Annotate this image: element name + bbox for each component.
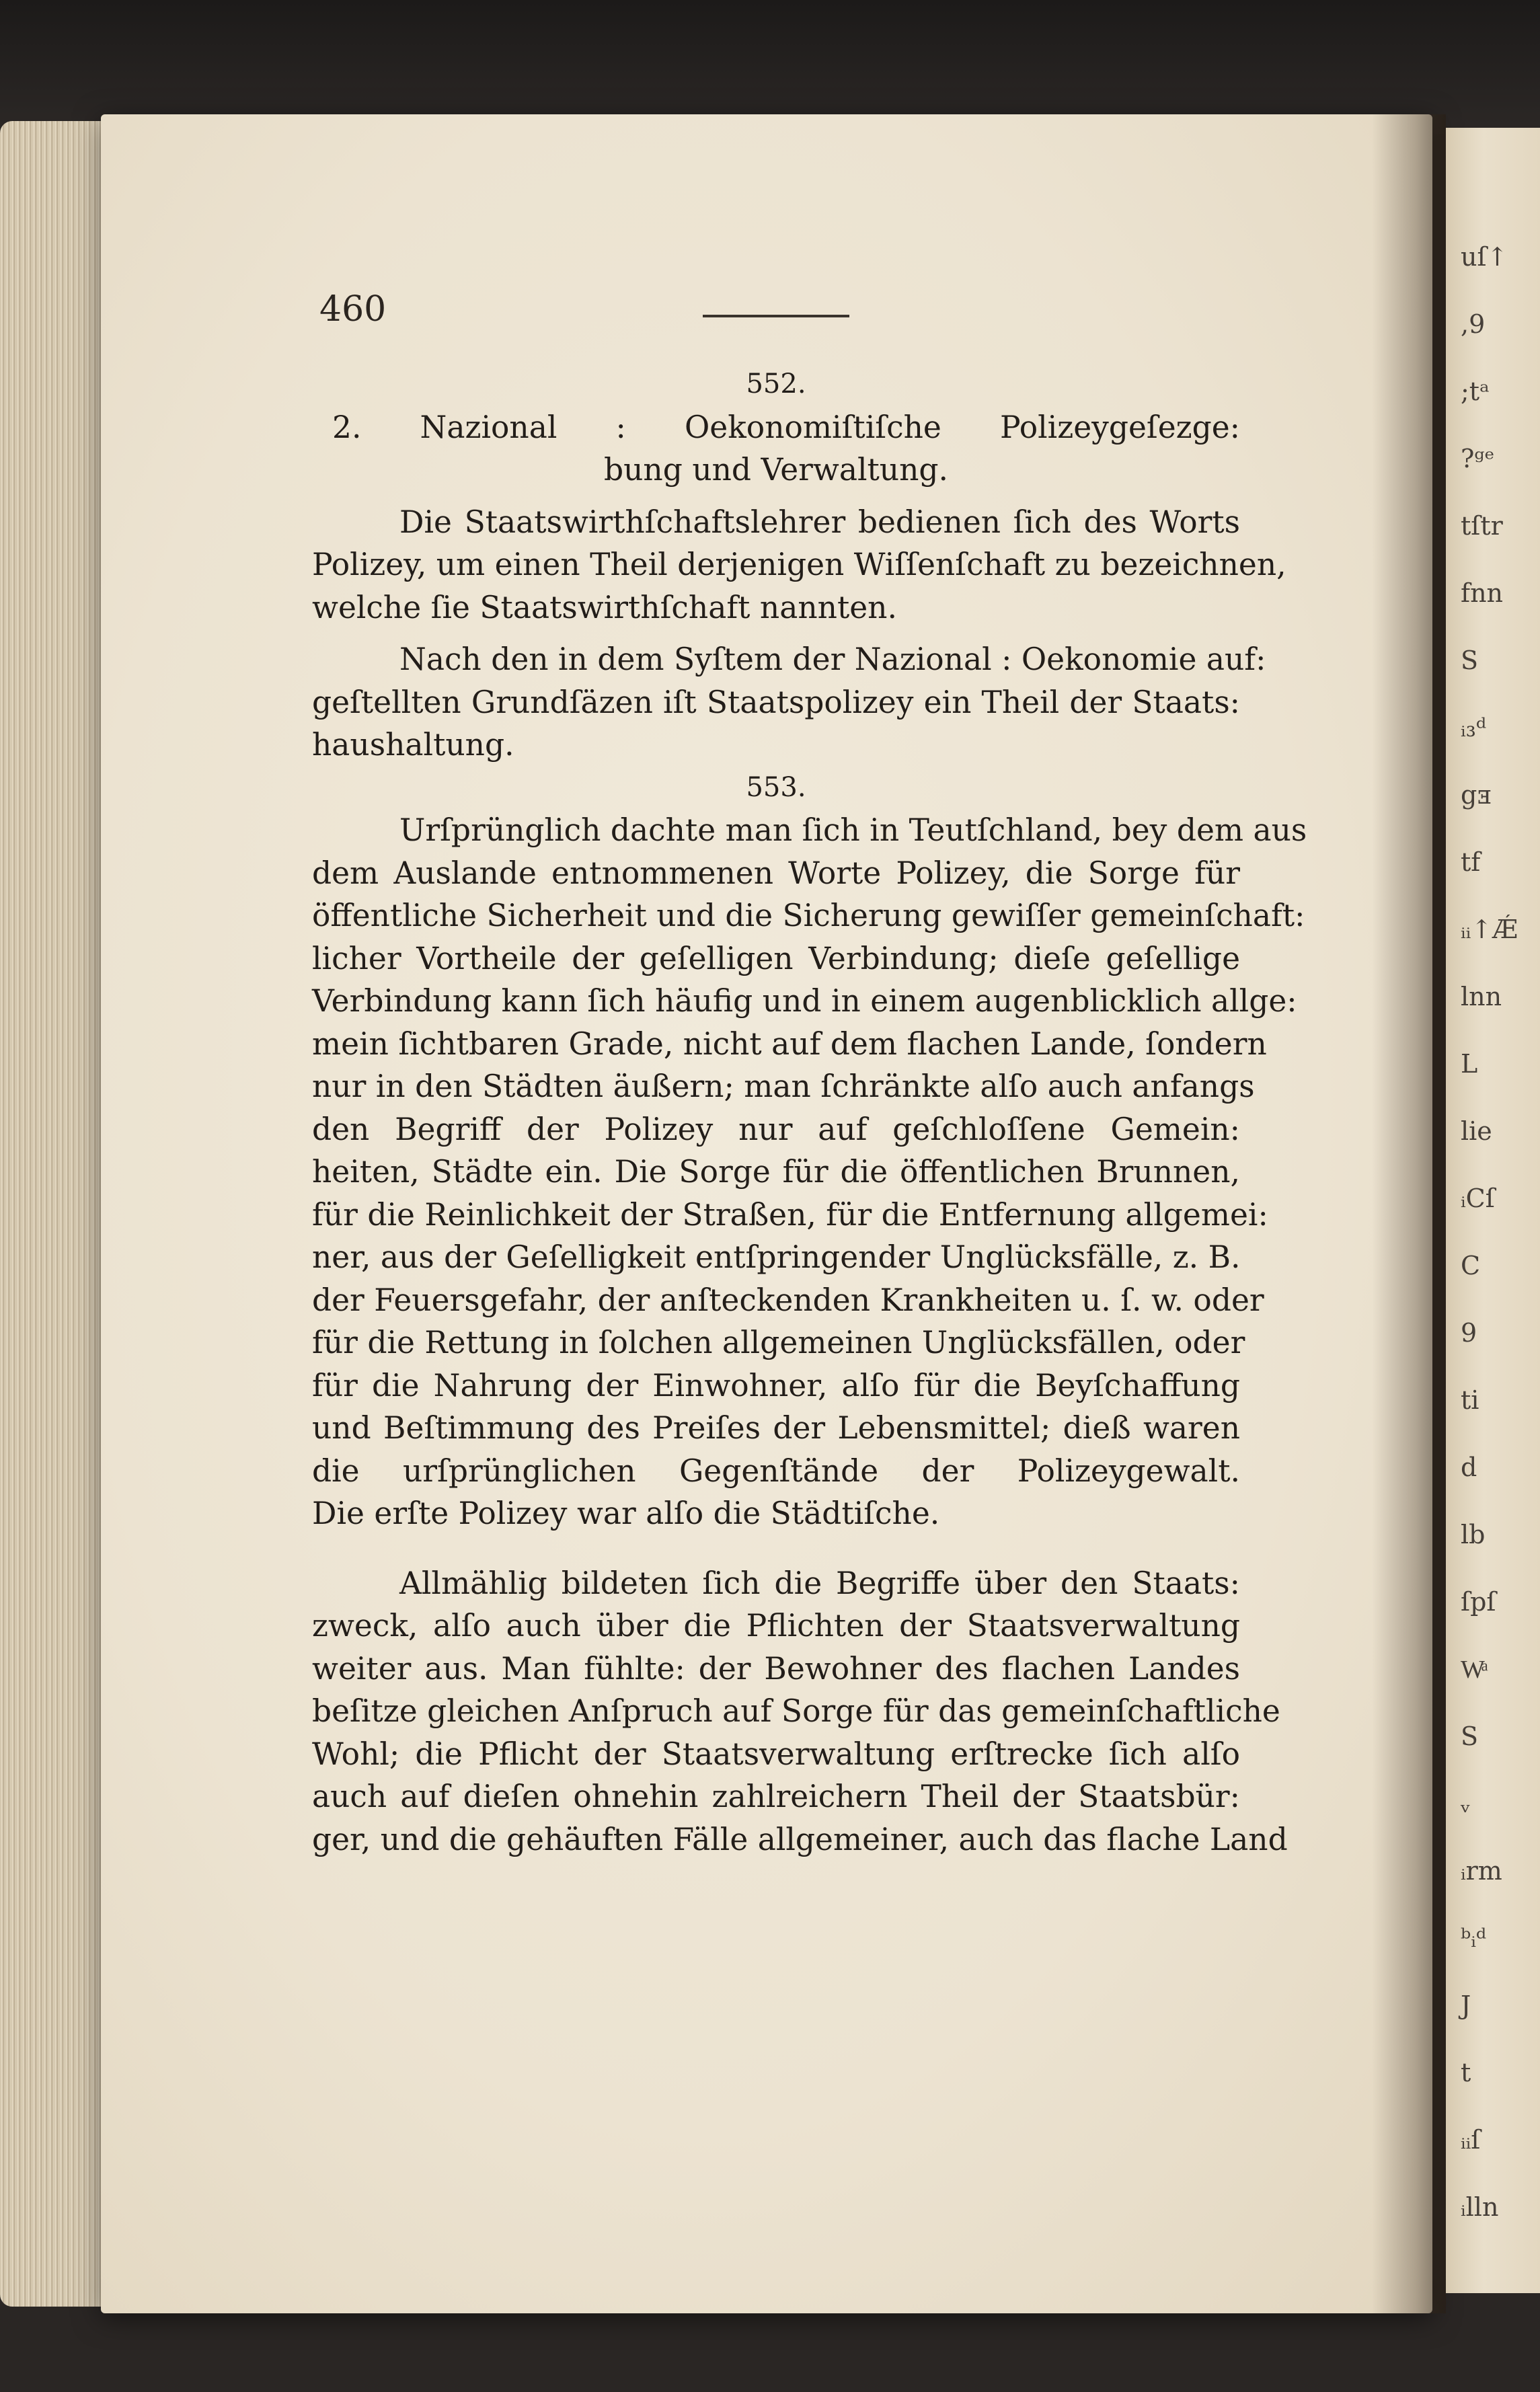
facing-page-fragment: ᵇᵢᵈ	[1461, 1923, 1487, 1953]
section-heading-line: 2. Nazional : Oekonomiſtiſche Polizeygeſezge:	[332, 409, 1240, 445]
facing-page-fragment: ᵢCſ	[1461, 1184, 1495, 1213]
paragraph-line: für die Reinlichkeit der Straßen, für die Entfernung allgemei:	[312, 1196, 1268, 1233]
paragraph-line: für die Rettung in ſolchen allgemeinen Unglücksfällen, oder	[312, 1325, 1245, 1360]
facing-page-fragment: lb	[1461, 1520, 1486, 1549]
paragraph-line: Verbindung kann ſich häufig und in einem augenblicklich allge:	[312, 983, 1297, 1019]
paragraph-line: zweck, alſo auch über die Pflichten der Staatsverwaltung	[312, 1608, 1240, 1644]
section-heading-line: bung und Verwaltung.	[604, 452, 948, 488]
facing-page-fragment: S	[1461, 1722, 1479, 1751]
facing-page-fragment: ᵢ₃ᵈ	[1461, 713, 1487, 742]
facing-page-fragment: t	[1461, 2058, 1471, 2087]
paragraph-line: Allmählig bildeten ſich die Begriffe über den Staats:	[399, 1565, 1240, 1601]
paragraph-line: ger, und die gehäuften Fälle allgemeiner, auch das flache Land	[312, 1821, 1288, 1857]
paragraph-line: licher Vortheile der geſelligen Verbindung; dieſe geſellige	[312, 940, 1240, 976]
facing-page-fragment: tſtr	[1461, 511, 1503, 541]
facing-page-fragment: ſpſ	[1461, 1587, 1496, 1617]
page-edges	[0, 121, 114, 2307]
facing-page-fragment: tf	[1461, 847, 1481, 877]
facing-page-fragment: ᵥ	[1461, 1789, 1471, 1818]
facing-page-fragment: L	[1461, 1049, 1478, 1079]
paragraph-line: Urſprünglich dachte man ſich in Teutſchland, bey dem aus	[399, 812, 1307, 848]
page-gutter	[1372, 114, 1446, 2313]
paragraph-line: nur in den Städten äußern; man ſchränkte alſo auch anfangs	[312, 1069, 1255, 1104]
facing-page-fragment: ;tᵃ	[1461, 377, 1490, 406]
page-header	[319, 289, 1234, 336]
paragraph-line: der Feuersgefahr, der anſteckenden Krankheiten u. ſ. w. oder	[312, 1282, 1264, 1318]
paragraph-line: beſitze gleichen Anſpruch auf Sorge für das gemeinſchaftliche	[312, 1693, 1280, 1729]
paragraph-line: die urſprünglichen Gegenſtände der Polizeygewalt.	[312, 1453, 1240, 1489]
facing-page-fragment: lnn	[1461, 982, 1502, 1011]
paragraph-line: auch auf dieſen ohnehin zahlreichern Theil der Staatsbür:	[312, 1779, 1240, 1814]
paragraph-line: den Begriff der Polizey nur auf geſchloſſene Gemein:	[312, 1111, 1240, 1147]
paragraph-line: Nach den in dem Syſtem der Nazional : Oekonomie auf:	[399, 642, 1266, 677]
facing-page-fragment: ti	[1461, 1385, 1479, 1415]
paragraph-line: Die Staatswirthſchaftslehrer bedienen ſich des Worts	[399, 504, 1240, 540]
facing-page-fragment: ᵢrm	[1461, 1856, 1502, 1886]
paragraph-line: haushaltung.	[312, 727, 514, 763]
section-number: 552.	[746, 369, 806, 399]
body-text	[312, 363, 1307, 1861]
paragraph-line: Polizey, um einen Theil derjenigen Wiſſenſchaft zu bezeichnen,	[312, 547, 1286, 582]
paragraph-line: geſtellten Grundſäzen iſt Staatspolizey ein Theil der Staats:	[312, 684, 1240, 720]
facing-page-edge	[1446, 128, 1540, 2293]
facing-page-fragment: fnn	[1461, 578, 1504, 608]
section-number: 553.	[746, 771, 806, 803]
facing-page-fragment: ?ᵍᵉ	[1461, 444, 1495, 473]
paragraph-line: und Beſtimmung des Preiſes der Lebensmittel; dieß waren	[312, 1410, 1240, 1446]
facing-page-fragment: 9	[1461, 1318, 1477, 1348]
paragraph-line: dem Auslande entnommenen Worte Polizey, die Sorge für	[312, 855, 1240, 891]
facing-page-fragment: S	[1461, 646, 1479, 675]
facing-page-fragment: J	[1461, 1991, 1471, 2020]
facing-page-fragment: Wͣ	[1461, 1654, 1485, 1684]
facing-page-fragment: ᵢlln	[1461, 2192, 1499, 2222]
facing-page-fragment: lie	[1461, 1116, 1492, 1146]
facing-page-fragment: C	[1461, 1251, 1481, 1280]
page-number: 460	[319, 289, 387, 330]
header-rule	[703, 315, 849, 317]
facing-page-fragment: gⱻ	[1461, 780, 1492, 810]
paragraph-line: für die Nahrung der Einwohner, alſo für die Beyſchaffung	[312, 1367, 1240, 1403]
paragraph-line: welche ſie Staatswirthſchaft nannten.	[312, 589, 897, 625]
facing-page-fragment: uſ↑	[1461, 242, 1508, 272]
facing-page-fragment: ᵢᵢ↑Ǽ	[1461, 915, 1518, 944]
paragraph-line: Die erſte Polizey war alſo die Städtiſche.	[312, 1496, 940, 1531]
paragraph-line: ner, aus der Geſelligkeit entſpringender Unglücksfälle, z. B.	[312, 1239, 1241, 1275]
paragraph-line: heiten, Städte ein. Die Sorge für die öffentlichen Brunnen,	[312, 1154, 1240, 1190]
paragraph-line: Wohl; die Pflicht der Staatsverwaltung erſtrecke ſich alſo	[312, 1736, 1240, 1772]
facing-page-fragment: d	[1461, 1453, 1477, 1482]
paragraph-line: öffentliche Sicherheit und die Sicherung gewiſſer gemeinſchaft:	[312, 898, 1305, 933]
paragraph-line: mein ſichtbaren Grade, nicht auf dem flachen Lande, ſondern	[312, 1026, 1267, 1062]
facing-page-fragment: ,9	[1461, 309, 1486, 339]
paragraph-line: weiter aus. Man fühlte: der Bewohner des flachen Landes	[312, 1650, 1240, 1687]
facing-page-fragment: ᵢᵢſ	[1461, 2125, 1481, 2155]
